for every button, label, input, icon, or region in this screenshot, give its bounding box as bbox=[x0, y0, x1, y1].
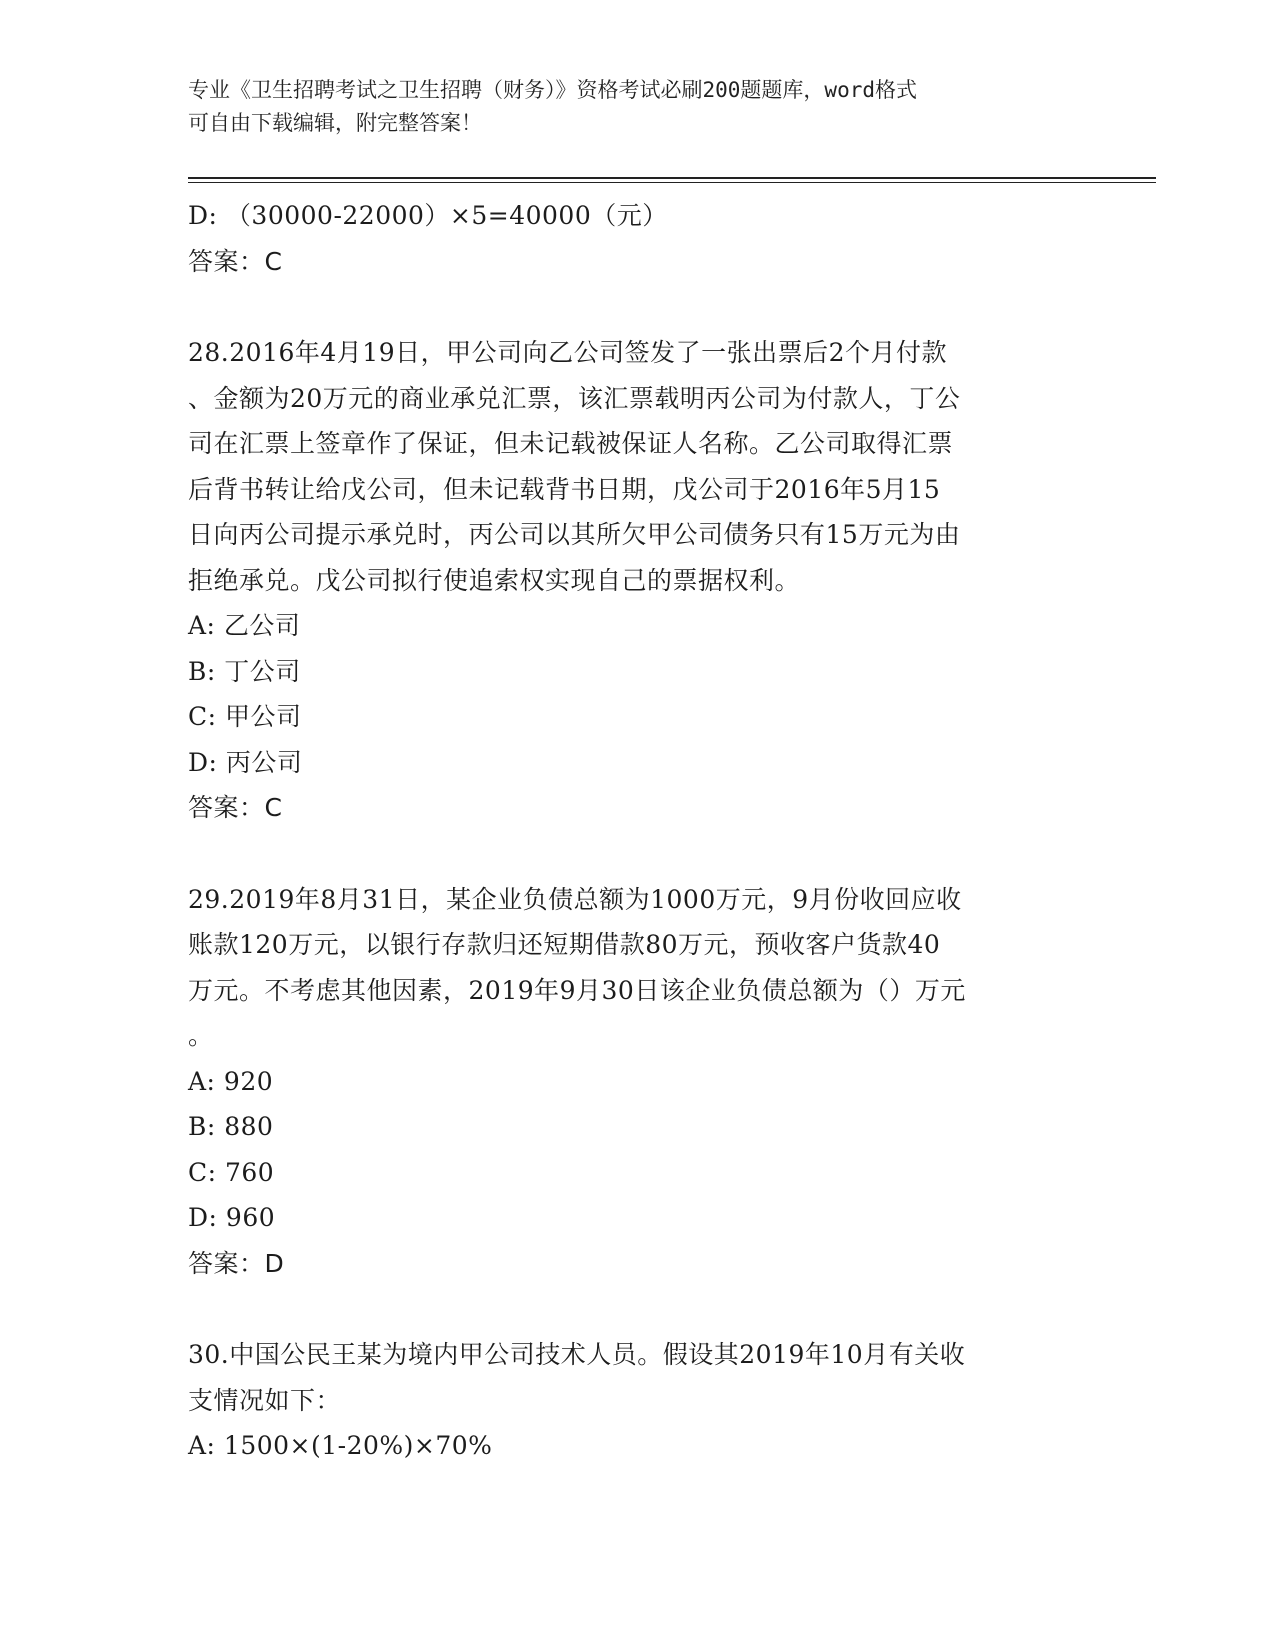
option-c: C: 甲公司 bbox=[188, 702, 302, 731]
question-text-line: 拒绝承兑。戊公司拟行使追索权实现自己的票据权利。 bbox=[188, 565, 801, 595]
header-line-1: 专业《卫生招聘考试之卫生招聘（财务）》资格考试必刷200题题库，word格式 bbox=[188, 78, 917, 102]
spacer bbox=[188, 284, 1088, 330]
question-text-line: 后背书转让给戊公司，但未记载背书日期，戊公司于2016年5月15 bbox=[188, 474, 941, 504]
option-b: B: 丁公司 bbox=[188, 656, 301, 686]
option-a: A: 乙公司 bbox=[188, 611, 301, 640]
prev-answer: 答案：C bbox=[188, 246, 283, 276]
question-text-line: 司在汇票上签章作了保证，但未记载被保证人名称。乙公司取得汇票 bbox=[188, 429, 954, 458]
header-divider-thin bbox=[188, 182, 1156, 183]
question-28 bbox=[188, 330, 1088, 831]
question-text-line: 。 bbox=[188, 1021, 214, 1050]
header-line-2: 可自由下载编辑，附完整答案！ bbox=[188, 111, 482, 135]
option-a: A: 1500×(1-20%)×70% bbox=[188, 1431, 493, 1460]
option-a: A: 920 bbox=[188, 1066, 274, 1096]
document-header bbox=[188, 74, 1088, 140]
question-text-line: 日向丙公司提示承兑时，丙公司以其所欠甲公司债务只有15万元为由 bbox=[188, 520, 961, 549]
spacer bbox=[188, 831, 1088, 877]
question-text-line: 账款120万元，以银行存款归还短期借款80万元，预收客户货款40 bbox=[188, 930, 941, 959]
option-d: D: 960 bbox=[188, 1203, 276, 1232]
answer: 答案：C bbox=[188, 793, 283, 822]
prev-option-d: D: （30000-22000）×5=40000（元） bbox=[188, 201, 668, 230]
question-text-line: 28.2016年4月19日，甲公司向乙公司签发了一张出票后2个月付款 bbox=[188, 338, 948, 367]
option-c: C: 760 bbox=[188, 1157, 275, 1187]
document-body bbox=[188, 193, 1088, 1469]
option-d: D: 丙公司 bbox=[188, 747, 303, 777]
question-text-line: 万元。不考虑其他因素，2019年9月30日该企业负债总额为（）万元 bbox=[188, 975, 966, 1005]
question-29 bbox=[188, 877, 1088, 1287]
question-text-line: 29.2019年8月31日，某企业负债总额为1000万元，9月份收回应收 bbox=[188, 884, 962, 914]
question-text-line: 支情况如下： bbox=[188, 1385, 342, 1415]
question-30 bbox=[188, 1332, 1088, 1469]
header-divider-thick bbox=[188, 177, 1156, 179]
answer: 答案：D bbox=[188, 1248, 285, 1278]
question-text-line: 、金额为20万元的商业承兑汇票，该汇票载明丙公司为付款人，丁公 bbox=[188, 383, 961, 413]
question-text-line: 30.中国公民王某为境内甲公司技术人员。假设其2019年10月有关收 bbox=[188, 1340, 966, 1369]
option-b: B: 880 bbox=[188, 1112, 274, 1141]
spacer bbox=[188, 1286, 1088, 1332]
